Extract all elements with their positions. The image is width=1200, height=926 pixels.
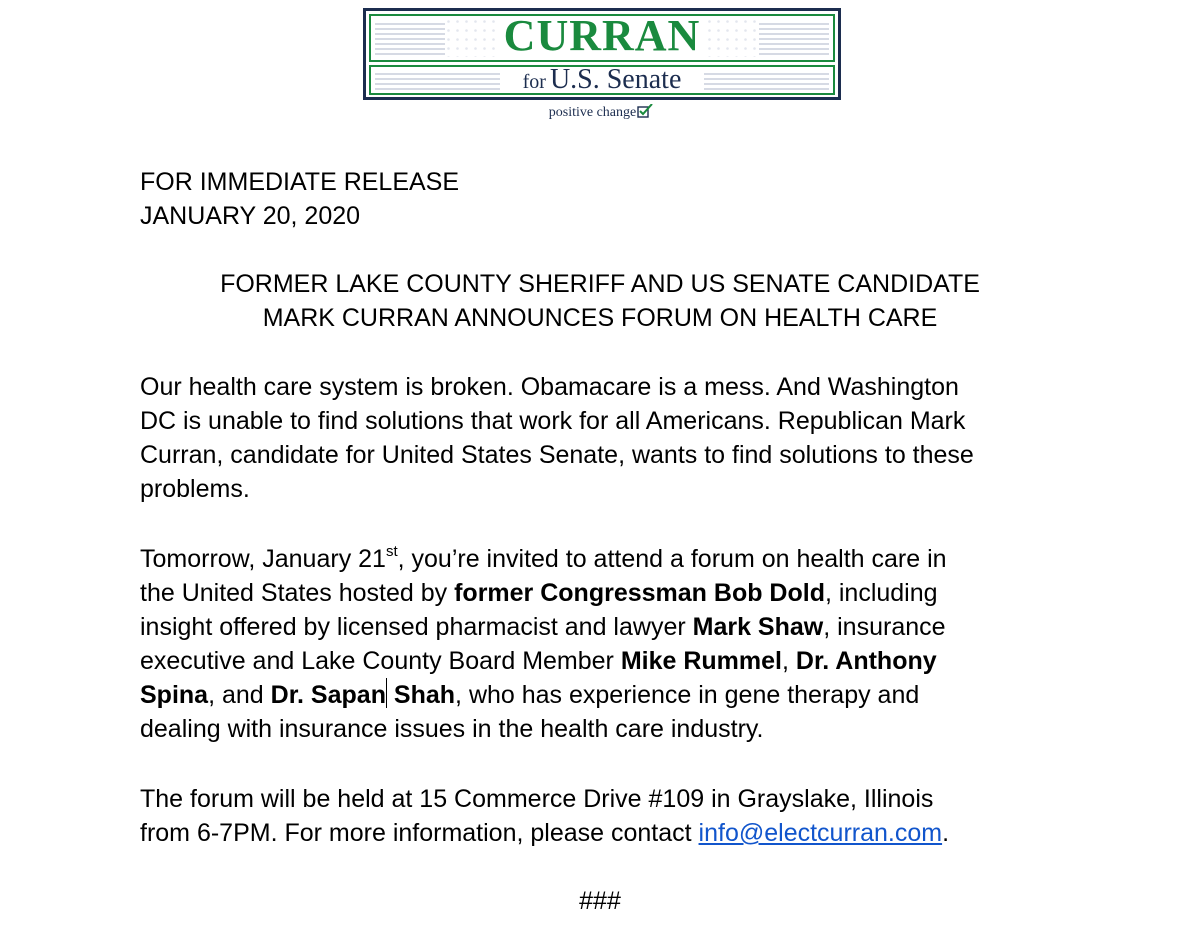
paragraph-line: problems. xyxy=(140,475,250,503)
text-run: , including xyxy=(824,579,938,607)
end-mark: ### xyxy=(579,887,621,915)
text-run: , you’re invited to attend a forum on health care in xyxy=(397,545,947,573)
paragraph-line xyxy=(140,644,1070,678)
text-run: , who has experience in gene therapy and xyxy=(455,681,920,709)
logo-name: CURRAN xyxy=(503,11,701,60)
paragraph-line xyxy=(140,816,1070,850)
text-run: Tomorrow, January 21 xyxy=(140,545,386,573)
paragraph-forum-details xyxy=(140,542,1070,746)
release-label: FOR IMMEDIATE RELEASE xyxy=(140,168,460,196)
panelist-name: Dr. Anthony xyxy=(795,647,937,675)
ordinal-suffix: st xyxy=(385,543,398,560)
release-header xyxy=(140,165,1070,233)
host-name: former Congressman Bob Dold xyxy=(454,579,825,607)
logo-office: U.S. Senate xyxy=(549,64,682,95)
panelist-name: Shah xyxy=(386,681,456,709)
paragraph-line: Our health care system is broken. Obamacare is a mess. And Washington xyxy=(140,373,959,401)
panelist-name: Mark Shaw xyxy=(692,613,824,641)
text-run: insight offered by licensed pharmacist and lawyer xyxy=(140,613,693,641)
logo-tagline xyxy=(0,104,1200,121)
paragraph-line xyxy=(140,610,1070,644)
paragraph-location xyxy=(140,782,1070,850)
checkbox-check-icon xyxy=(637,104,651,118)
paragraph-line: The forum will be held at 15 Commerce Drive #109 in Grayslake, Illinois xyxy=(140,785,934,813)
paragraph-line: dealing with insurance issues in the health care industry. xyxy=(140,715,764,743)
paragraph-line xyxy=(140,576,1070,610)
panelist-name: Spina xyxy=(140,681,209,709)
panelist-name: Dr. Sapan xyxy=(270,681,386,709)
paragraph-intro xyxy=(140,370,1070,506)
contact-email-link[interactable]: info@electcurran.com xyxy=(698,819,943,847)
logo-office-line xyxy=(363,64,841,100)
text-run: , xyxy=(782,647,796,675)
paragraph-line xyxy=(140,542,1070,576)
text-run: , and xyxy=(208,681,271,709)
campaign-logo xyxy=(363,8,841,100)
paragraph-line xyxy=(140,678,1070,712)
release-date: JANUARY 20, 2020 xyxy=(140,202,361,230)
headline-line-2: MARK CURRAN ANNOUNCES FORUM ON HEALTH CARE xyxy=(262,304,938,332)
headline xyxy=(0,267,1200,335)
paragraph-line: DC is unable to find solutions that work for all Americans. Republican Mark xyxy=(140,407,966,435)
panelist-name: Mike Rummel xyxy=(620,647,782,675)
text-run: , insurance xyxy=(823,613,946,641)
paragraph-line: Curran, candidate for United States Senate, wants to find solutions to these xyxy=(140,441,974,469)
text-run: from 6-7PM. For more information, please contact xyxy=(140,819,699,847)
tagline-text: positive change xyxy=(548,105,637,120)
logo-for: for xyxy=(522,71,546,93)
text-run: executive and Lake County Board Member xyxy=(140,647,621,675)
headline-line-1: FORMER LAKE COUNTY SHERIFF AND US SENATE CANDIDATE xyxy=(220,270,980,298)
text-run: the United States hosted by xyxy=(140,579,455,607)
text-run: . xyxy=(942,819,950,847)
